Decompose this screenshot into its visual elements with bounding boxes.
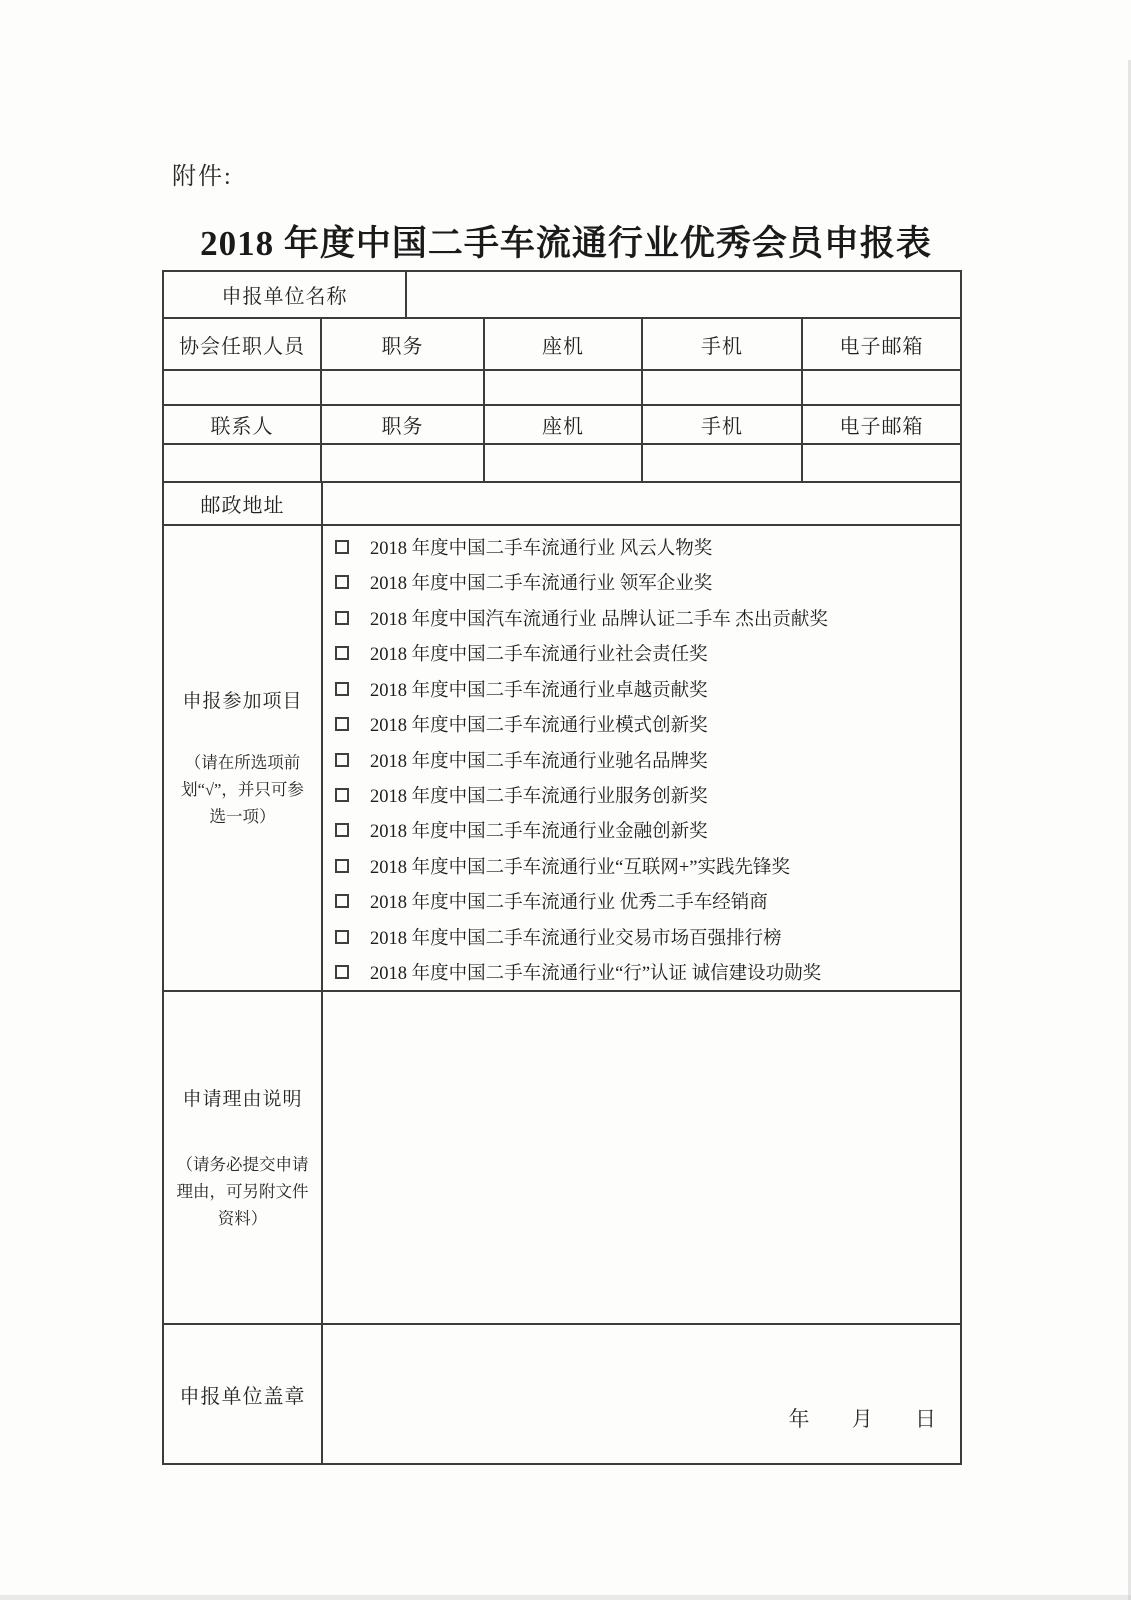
staff-position-value-cell: [322, 371, 485, 404]
checkbox-icon: [335, 717, 349, 731]
checkbox-icon: [335, 965, 349, 979]
reason-note: （请务必提交申请理由，可另附文件资料）: [176, 1154, 309, 1228]
award-option-row: [335, 671, 708, 706]
checkbox-icon: [335, 611, 349, 625]
reason-label-cell: [164, 992, 323, 1323]
staff-label: 协会任职人员: [164, 319, 322, 369]
award-option-label: 2018 年度中国二手车流通行业卓越贡献奖: [370, 680, 708, 701]
award-option-row: [335, 848, 790, 883]
award-option-row: [335, 635, 708, 670]
staff-landline-value-cell: [485, 371, 643, 404]
checkbox-icon: [335, 930, 349, 944]
reason-label: 申请理由说明: [182, 1088, 303, 1110]
award-option-label: 2018 年度中国二手车流通行业交易市场百强排行榜: [370, 928, 782, 949]
award-option-row: [335, 813, 708, 848]
unit-name-label: 申报单位名称: [164, 272, 407, 317]
contact-email-value-cell: [803, 445, 960, 481]
unit-name-value-cell: [407, 272, 960, 317]
staff-header-position: 职务: [322, 319, 485, 369]
projects-label: 申报参加项目: [182, 691, 303, 712]
award-option-label: 2018 年度中国二手车流通行业驰名品牌奖: [370, 751, 708, 772]
date-month-label: 月: [851, 1407, 873, 1431]
award-option-label: 2018 年度中国二手车流通行业服务创新奖: [370, 787, 708, 808]
award-option-label: 2018 年度中国二手车流通行业模式创新奖: [370, 716, 708, 737]
page-title: 2018 年度中国二手车流通行业优秀会员申报表: [200, 224, 932, 263]
checkbox-icon: [335, 682, 349, 696]
contact-mobile-value-cell: [643, 445, 803, 481]
award-option-label: 2018 年度中国汽车流通行业 品牌认证二手车 杰出贡献奖: [370, 609, 828, 630]
projects-section-row: [164, 526, 960, 992]
contact-header-mobile: 手机: [643, 406, 803, 443]
checkbox-icon: [335, 823, 349, 837]
seal-label: 申报单位盖章: [164, 1325, 323, 1463]
date-day-label: 日: [915, 1407, 936, 1431]
award-option-row: [335, 529, 712, 564]
award-option-label: 2018 年度中国二手车流通行业金融创新奖: [370, 822, 708, 843]
contact-header-position: 职务: [322, 406, 485, 443]
reason-value-cell: [323, 992, 960, 1323]
contact-header-row: [164, 406, 960, 445]
staff-header-landline: 座机: [485, 319, 643, 369]
award-option-row: [335, 706, 708, 741]
staff-email-value-cell: [803, 371, 960, 404]
application-form-table: [162, 270, 962, 1465]
award-option-label: 2018 年度中国二手车流通行业“互联网+”实践先锋奖: [370, 857, 790, 878]
checkbox-icon: [335, 859, 349, 873]
contact-entry-row: [164, 445, 960, 483]
unit-name-row: [164, 272, 960, 319]
projects-label-cell: [164, 526, 323, 990]
award-option-label: 2018 年度中国二手车流通行业 领军企业奖: [370, 574, 713, 595]
contact-name-value-cell: [164, 445, 322, 481]
award-option-label: 2018 年度中国二手车流通行业社会责任奖: [370, 645, 708, 666]
staff-header-mobile: 手机: [643, 319, 803, 369]
staff-header-row: [164, 319, 960, 371]
award-option-row: [335, 600, 828, 635]
contact-header-landline: 座机: [485, 406, 643, 443]
projects-note: （请在所选项前划“√”，并只可参选一项）: [181, 753, 304, 826]
postal-address-label: 邮政地址: [164, 483, 323, 524]
reason-section-row: [164, 992, 960, 1325]
staff-name-value-cell: [164, 371, 322, 404]
seal-value-cell: [323, 1325, 960, 1463]
award-option-row: [335, 777, 708, 812]
contact-header-email: 电子邮箱: [839, 416, 924, 438]
award-option-row: [335, 884, 768, 919]
date-year-label: 年: [788, 1407, 810, 1431]
attachment-label: 附件:: [172, 164, 233, 190]
contact-position-value-cell: [322, 445, 485, 481]
award-option-row: [335, 742, 708, 777]
checkbox-icon: [335, 540, 349, 554]
postal-address-value-cell: [323, 483, 960, 524]
award-option-row: [335, 564, 712, 599]
checkbox-icon: [335, 646, 349, 660]
date-line: [789, 1403, 937, 1433]
staff-entry-row: [164, 371, 960, 406]
staff-header-email: 电子邮箱: [839, 335, 924, 358]
contact-label: 联系人: [164, 406, 322, 443]
checkbox-icon: [335, 753, 349, 767]
award-option-label: 2018 年度中国二手车流通行业“行”认证 诚信建设功勋奖: [370, 964, 822, 985]
award-option-label: 2018 年度中国二手车流通行业 优秀二手车经销商: [370, 893, 768, 914]
postal-address-row: [164, 483, 960, 526]
contact-landline-value-cell: [485, 445, 643, 481]
staff-mobile-value-cell: [643, 371, 803, 404]
award-option-row: [335, 955, 821, 990]
award-option-row: [335, 919, 782, 954]
scan-artifact-bottom-edge: [0, 1595, 1131, 1600]
projects-checkbox-list: [323, 526, 960, 990]
seal-section-row: [164, 1325, 960, 1463]
checkbox-icon: [335, 575, 349, 589]
award-option-label: 2018 年度中国二手车流通行业 风云人物奖: [370, 538, 713, 559]
checkbox-icon: [335, 894, 349, 908]
checkbox-icon: [335, 788, 349, 802]
